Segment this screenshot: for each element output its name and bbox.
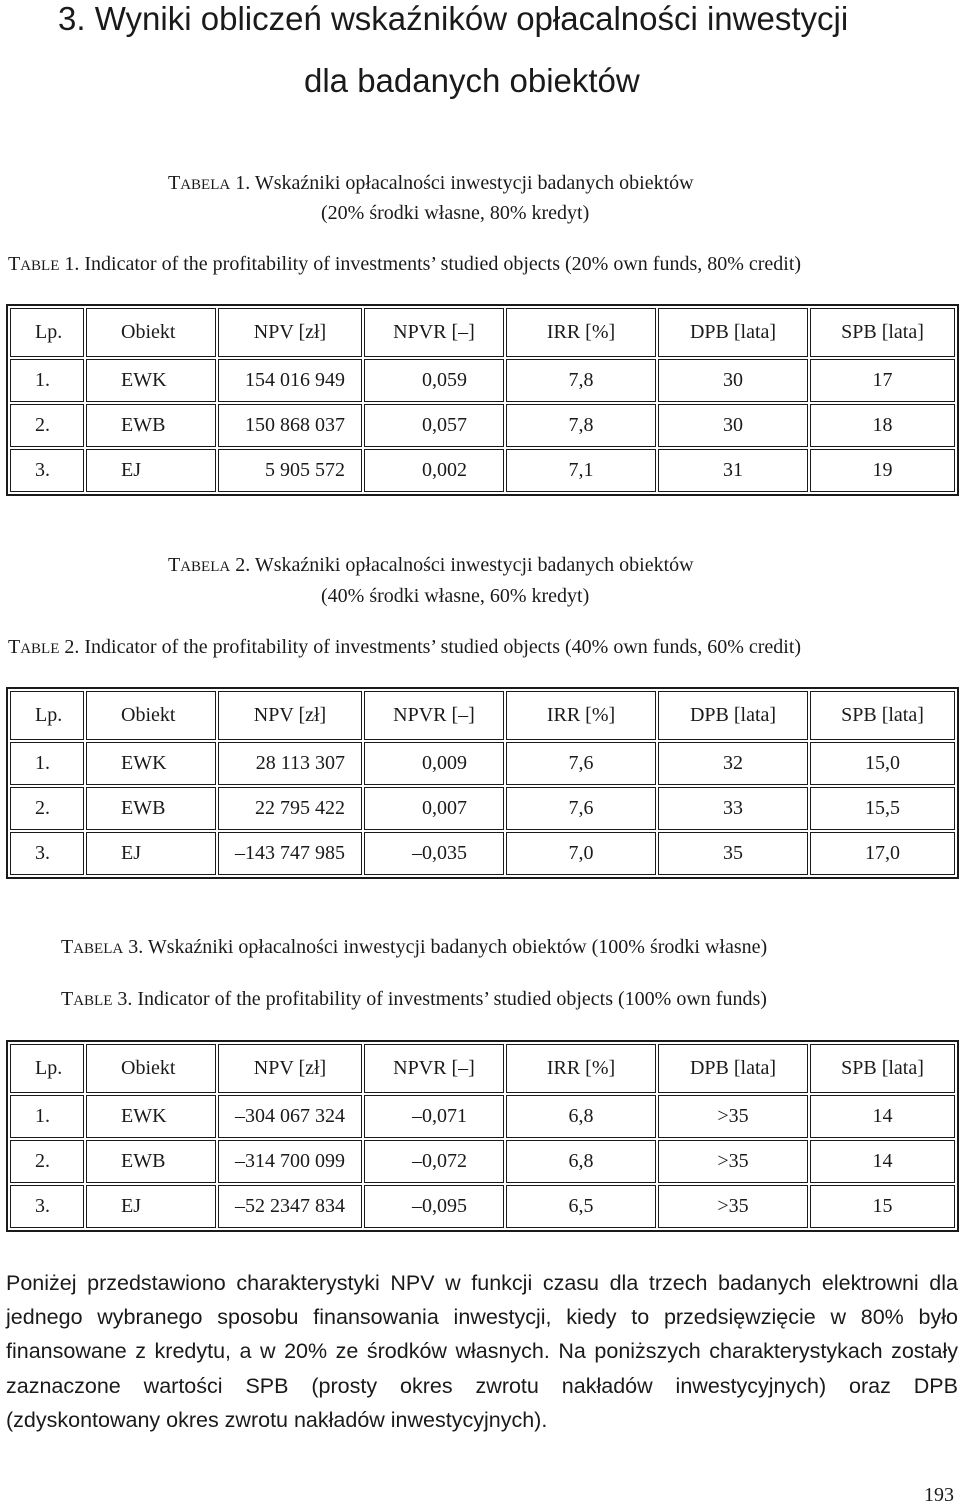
table-row xyxy=(10,832,955,875)
cell: 30 xyxy=(658,404,808,447)
table-row xyxy=(10,1095,955,1138)
cell: 1. xyxy=(10,359,84,402)
cell: 15,0 xyxy=(810,742,955,785)
cell: 150 868 037 xyxy=(218,404,362,447)
table1-caption-en: TABLE 1. Indicator of the profitability of investments’ studied objects (20% own funds, 80% credit) xyxy=(8,253,802,275)
cell: 7,8 xyxy=(506,359,656,402)
cell: 0,059 xyxy=(364,359,504,402)
cell: 1. xyxy=(10,1095,84,1138)
header-cell: NPVR [–] xyxy=(364,691,504,740)
cell: EWK xyxy=(86,1095,216,1138)
cell: 0,002 xyxy=(364,449,504,492)
cell: 7,0 xyxy=(506,832,656,875)
cell: 6,5 xyxy=(506,1185,656,1228)
cell: EWK xyxy=(86,359,216,402)
table3 xyxy=(6,1040,959,1232)
cell: 32 xyxy=(658,742,808,785)
header-cell: DPB [lata] xyxy=(658,691,808,740)
cell: 22 795 422 xyxy=(218,787,362,830)
cell: 19 xyxy=(810,449,955,492)
cell: 7,8 xyxy=(506,404,656,447)
cell: 3. xyxy=(10,449,84,492)
cell: >35 xyxy=(658,1095,808,1138)
header-cell: SPB [lata] xyxy=(810,1044,955,1093)
cell: 2. xyxy=(10,1140,84,1183)
cell: >35 xyxy=(658,1140,808,1183)
cell: 2. xyxy=(10,404,84,447)
cell: 15 xyxy=(810,1185,955,1228)
header-cell: SPB [lata] xyxy=(810,308,955,357)
cell: 0,007 xyxy=(364,787,504,830)
cell: 1. xyxy=(10,742,84,785)
cell: 7,6 xyxy=(506,742,656,785)
table-header-row xyxy=(10,1044,955,1093)
cell: 2. xyxy=(10,787,84,830)
page-number: 193 xyxy=(924,1484,954,1506)
cell: EWB xyxy=(86,404,216,447)
table-header-row xyxy=(10,308,955,357)
cell: 35 xyxy=(658,832,808,875)
header-cell: SPB [lata] xyxy=(810,691,955,740)
header-cell: IRR [%] xyxy=(506,1044,656,1093)
header-cell: DPB [lata] xyxy=(658,1044,808,1093)
table2-caption-pl-line2: (40% środki własne, 60% kredyt) xyxy=(321,585,590,607)
header-cell: Lp. xyxy=(10,1044,84,1093)
cell: 3. xyxy=(10,832,84,875)
header-cell: Lp. xyxy=(10,691,84,740)
cell: 0,057 xyxy=(364,404,504,447)
cell: 6,8 xyxy=(506,1140,656,1183)
table-header-row xyxy=(10,691,955,740)
table3-caption-en: TABLE 3. Indicator of the profitability of investments’ studied objects (100% own funds) xyxy=(61,988,767,1010)
cell: 7,1 xyxy=(506,449,656,492)
cell: >35 xyxy=(658,1185,808,1228)
table-row xyxy=(10,359,955,402)
cell: EJ xyxy=(86,1185,216,1228)
cell: –0,071 xyxy=(364,1095,504,1138)
table1 xyxy=(6,304,959,496)
cell: 30 xyxy=(658,359,808,402)
cell: 31 xyxy=(658,449,808,492)
header-cell: NPV [zł] xyxy=(218,1044,362,1093)
cell: 3. xyxy=(10,1185,84,1228)
table1-caption-pl-line2: (20% środki własne, 80% kredyt) xyxy=(321,202,590,224)
cell: –0,095 xyxy=(364,1185,504,1228)
cell: 17 xyxy=(810,359,955,402)
cell: 154 016 949 xyxy=(218,359,362,402)
header-cell: NPVR [–] xyxy=(364,1044,504,1093)
cell: 14 xyxy=(810,1095,955,1138)
cell: 6,8 xyxy=(506,1095,656,1138)
cell: –143 747 985 xyxy=(218,832,362,875)
header-cell: IRR [%] xyxy=(506,691,656,740)
table-row xyxy=(10,404,955,447)
table2 xyxy=(6,687,959,879)
header-cell: NPVR [–] xyxy=(364,308,504,357)
cell: –314 700 099 xyxy=(218,1140,362,1183)
table2-caption-pl-line1: TABELA 2. Wskaźniki opłacalności inwestycji badanych obiektów xyxy=(168,554,694,576)
cell: 28 113 307 xyxy=(218,742,362,785)
cell: 15,5 xyxy=(810,787,955,830)
header-cell: NPV [zł] xyxy=(218,691,362,740)
cell: EJ xyxy=(86,832,216,875)
header-cell: IRR [%] xyxy=(506,308,656,357)
header-cell: Obiekt xyxy=(86,308,216,357)
section-heading-line2: dla badanych obiektów xyxy=(304,62,640,99)
cell: –52 2347 834 xyxy=(218,1185,362,1228)
cell: 17,0 xyxy=(810,832,955,875)
header-cell: NPV [zł] xyxy=(218,308,362,357)
table-row xyxy=(10,449,955,492)
cell: EWB xyxy=(86,787,216,830)
table-row xyxy=(10,1140,955,1183)
section-heading-line1: 3. Wyniki obliczeń wskaźników opłacalności inwestycji xyxy=(58,0,849,37)
cell: EJ xyxy=(86,449,216,492)
cell: 0,009 xyxy=(364,742,504,785)
body-paragraph: Poniżej przedstawiono charakterystyki NPV w funkcji czasu dla trzech badanych elektrowni dla jednego wybranego sposobu finansowania inwestycji, kiedy to przedsięwzięcie w 80% było finansowane z kredytu, a w 20% ze środków własnych. Na poniższych charakterystykach zostały zaznaczone wartości SPB (prosty okres zwrotu nakładów inwestycyjnych) oraz DPB (zdyskontowany okres zwrotu nakładów inwestycyjnych). xyxy=(6,1271,958,1432)
cell: EWK xyxy=(86,742,216,785)
cell: 5 905 572 xyxy=(218,449,362,492)
table3-caption-pl: TABELA 3. Wskaźniki opłacalności inwestycji badanych obiektów (100% środki własne) xyxy=(61,936,768,958)
table-row xyxy=(10,1185,955,1228)
cell: –0,035 xyxy=(364,832,504,875)
cell: –304 067 324 xyxy=(218,1095,362,1138)
header-cell: Obiekt xyxy=(86,691,216,740)
cell: 33 xyxy=(658,787,808,830)
header-cell: Obiekt xyxy=(86,1044,216,1093)
header-cell: DPB [lata] xyxy=(658,308,808,357)
cell: 18 xyxy=(810,404,955,447)
cell: EWB xyxy=(86,1140,216,1183)
cell: –0,072 xyxy=(364,1140,504,1183)
table-row xyxy=(10,787,955,830)
table-row xyxy=(10,742,955,785)
cell: 14 xyxy=(810,1140,955,1183)
table1-caption-pl-line1: TABELA 1. Wskaźniki opłacalności inwestycji badanych obiektów xyxy=(168,172,694,194)
table2-caption-en: TABLE 2. Indicator of the profitability of investments’ studied objects (40% own funds, 60% credit) xyxy=(8,636,802,658)
header-cell: Lp. xyxy=(10,308,84,357)
cell: 7,6 xyxy=(506,787,656,830)
